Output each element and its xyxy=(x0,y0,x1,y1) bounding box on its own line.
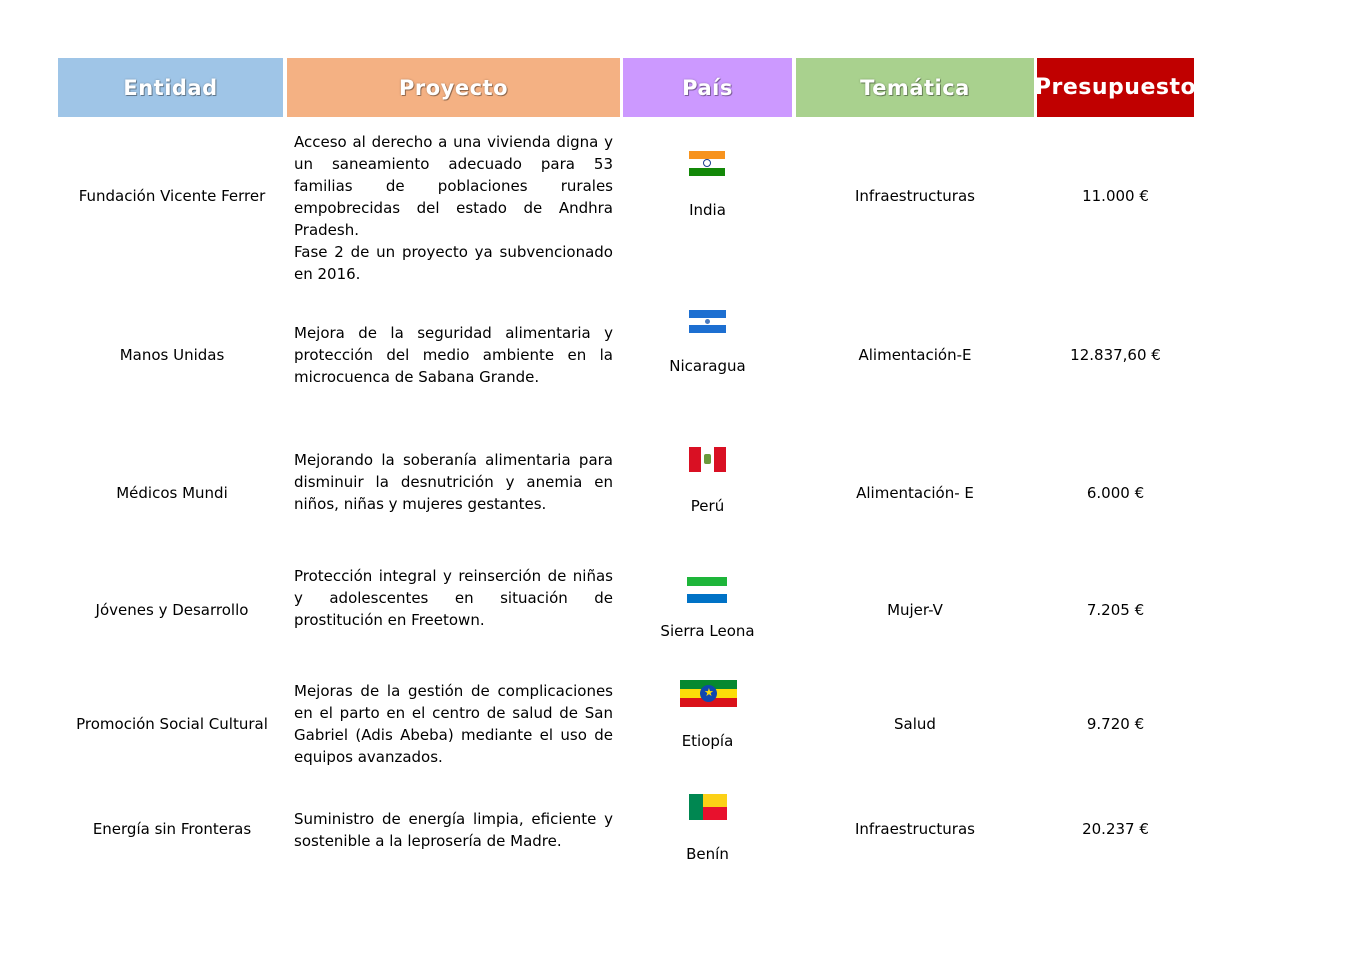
header-presupuesto: Presupuesto xyxy=(1037,58,1194,117)
sierra-leone-flag-icon xyxy=(687,577,727,603)
cell-entidad: Energía sin Fronteras xyxy=(92,820,252,838)
cell-presupuesto: 7.205 € xyxy=(1086,601,1145,619)
cell-tematica: Infraestructuras xyxy=(855,187,975,205)
project-paragraph: Suministro de energía limpia, eficiente y sostenible a la leprosería de Madre. xyxy=(294,810,613,850)
india-flag-icon xyxy=(689,151,725,176)
cell-pais: Benín xyxy=(686,845,729,863)
cell-entidad: Médicos Mundi xyxy=(116,484,228,502)
cell-proyecto xyxy=(294,565,613,631)
header-proyecto: Proyecto xyxy=(287,58,620,117)
ethiopia-flag-icon: ★ xyxy=(680,680,737,707)
header-pais: País xyxy=(623,58,792,117)
project-paragraph: Fase 2 de un proyecto ya subvencionado en 2016. xyxy=(294,243,613,283)
project-paragraph: Mejora de la seguridad alimentaria y protección del medio ambiente en la microcuenca de Sabana Grande. xyxy=(294,324,613,386)
project-paragraph: Mejorando la soberanía alimentaria para disminuir la desnutrición y anemia en niños, niñas y mujeres gestantes. xyxy=(294,451,613,513)
cell-proyecto xyxy=(294,449,613,515)
benin-flag-icon xyxy=(689,794,727,820)
cell-proyecto xyxy=(294,680,613,768)
cell-presupuesto: 9.720 € xyxy=(1086,715,1145,733)
cell-tematica: Infraestructuras xyxy=(855,820,975,838)
cell-tematica: Alimentación- E xyxy=(856,484,974,502)
cell-entidad: Promoción Social Cultural xyxy=(76,715,268,733)
cell-tematica: Mujer-V xyxy=(887,601,943,619)
cell-presupuesto: 20.237 € xyxy=(1082,820,1149,838)
peru-flag-icon xyxy=(689,447,726,472)
cell-presupuesto: 12.837,60 € xyxy=(1070,346,1161,364)
cell-presupuesto: 11.000 € xyxy=(1082,187,1149,205)
project-paragraph: Acceso al derecho a una vivienda digna y un saneamiento adecuado para 53 familias de poblaciones rurales empobrecidas del estado de Andhra Pradesh. xyxy=(294,133,613,239)
cell-pais: Nicaragua xyxy=(669,357,746,375)
cell-tematica: Alimentación-E xyxy=(858,346,972,364)
cell-proyecto xyxy=(294,808,613,852)
header-entidad: Entidad xyxy=(58,58,283,117)
cell-entidad: Manos Unidas xyxy=(119,346,225,364)
project-paragraph: Protección integral y reinserción de niñas y adolescentes en situación de prostitución en Freetown. xyxy=(294,567,613,629)
cell-pais: Sierra Leona xyxy=(660,622,755,640)
cell-entidad: Jóvenes y Desarrollo xyxy=(95,601,249,619)
cell-entidad: Fundación Vicente Ferrer xyxy=(78,187,266,205)
cell-pais: India xyxy=(689,201,726,219)
cell-presupuesto: 6.000 € xyxy=(1086,484,1145,502)
project-paragraph: Mejoras de la gestión de complicaciones en el parto en el centro de salud de San Gabriel (Adis Abeba) mediante el uso de equipos avanzados. xyxy=(294,682,613,766)
cell-pais: Perú xyxy=(690,497,725,515)
cell-tematica: Salud xyxy=(894,715,936,733)
header-tematica: Temática xyxy=(796,58,1034,117)
cell-proyecto xyxy=(294,322,613,388)
cell-pais: Etiopía xyxy=(681,732,734,750)
nicaragua-flag-icon xyxy=(689,310,726,333)
cell-proyecto xyxy=(294,131,613,285)
